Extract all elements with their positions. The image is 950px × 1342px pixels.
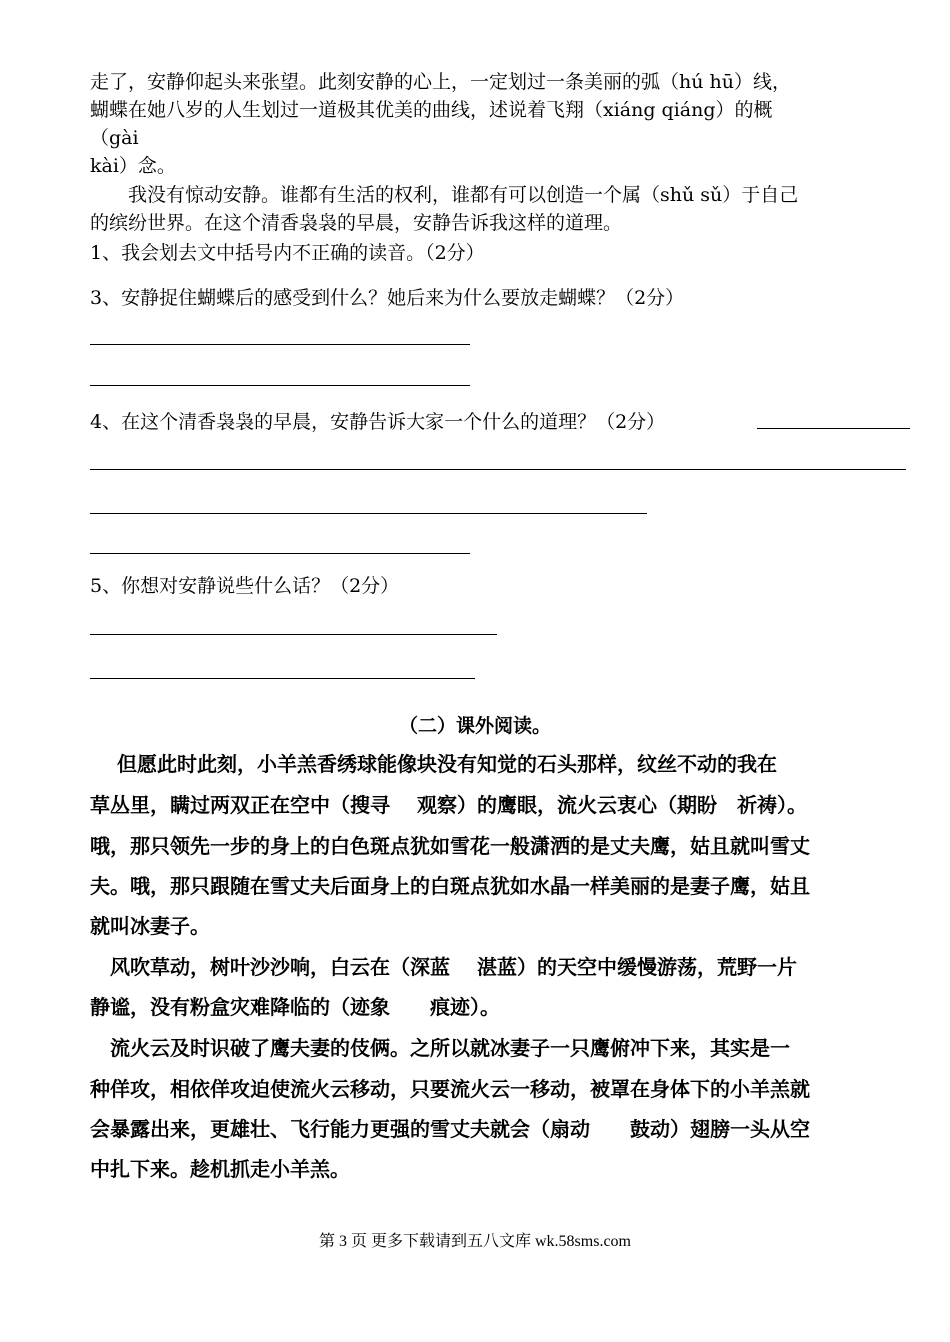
question-3: 3、安静捉住蝴蝶后的感受到什么？她后来为什么要放走蝴蝶？（2分） <box>90 287 685 309</box>
answer-line <box>757 428 910 429</box>
question-1: 1、我会划去文中括号内不正确的读音。（2分） <box>90 242 485 264</box>
question-5: 5、你想对安静说些什么话？（2分） <box>90 575 400 597</box>
reading-line-3: 哦，那只领先一步的身上的白色斑点犹如雪花一般潇洒的是丈夫鹰，姑且就叫雪丈 <box>90 834 810 858</box>
passage-line-3: （gài <box>90 127 139 149</box>
answer-line <box>90 469 906 470</box>
reading-line-7: 静谧，没有粉盒灾难降临的（迹象 痕迹）。 <box>90 995 500 1019</box>
answer-line <box>90 385 470 386</box>
question-4: 4、在这个清香袅袅的早晨，安静告诉大家一个什么的道理？（2分） <box>90 411 666 433</box>
reading-line-11: 中扎下来。趁机抓走小羊羔。 <box>90 1157 350 1181</box>
answer-line <box>90 553 470 554</box>
reading-line-8: 流火云及时识破了鹰夫妻的伎俩。之所以就冰妻子一只鹰俯冲下来，其实是一 <box>90 1036 790 1060</box>
passage-line-4: kài）念。 <box>90 155 176 177</box>
reading-line-6: 风吹草动，树叶沙沙响，白云在（深蓝 湛蓝）的天空中缓慢游荡，荒野一片 <box>90 955 797 979</box>
reading-line-1: 但愿此时此刻，小羊羔香绣球能像块没有知觉的石头那样，纹丝不动的我在 <box>90 752 777 776</box>
answer-line <box>90 513 647 514</box>
answer-line <box>90 634 497 635</box>
reading-line-5: 就叫冰妻子。 <box>90 914 210 938</box>
passage-line-6: 的缤纷世界。在这个清香袅袅的早晨，安静告诉我这样的道理。 <box>90 212 623 234</box>
passage-line-5: 我没有惊动安静。谁都有生活的权利，谁都有可以创造一个属（shǔ sǔ）于自己 <box>90 184 799 206</box>
reading-line-9: 种佯攻，相依佯攻迫使流火云移动，只要流火云一移动，被罩在身体下的小羊羔就 <box>90 1077 810 1101</box>
section-title: （二）课外阅读。 <box>398 715 551 737</box>
passage-line-1: 走了，安静仰起头来张望。此刻安静的心上，一定划过一条美丽的弧（hú hū）线， <box>90 71 791 93</box>
reading-line-2: 草丛里，瞒过两双正在空中（搜寻 观察）的鹰眼，流火云衷心（期盼 祈祷）。 <box>90 793 807 817</box>
passage-line-2: 蝴蝶在她八岁的人生划过一道极其优美的曲线，述说着飞翔（xiáng qiáng）的概 <box>90 99 773 121</box>
reading-line-10: 会暴露出来，更雄壮、飞行能力更强的雪丈夫就会（扇动 鼓动）翅膀一头从空 <box>90 1117 810 1141</box>
answer-line <box>90 678 475 679</box>
reading-line-4: 夫。哦，那只跟随在雪丈夫后面身上的白斑点犹如水晶一样美丽的是妻子鹰，姑且 <box>90 874 810 898</box>
page-footer: 第 3 页 更多下载请到五八文库 wk.58sms.com <box>318 1233 631 1250</box>
answer-line <box>90 344 470 345</box>
